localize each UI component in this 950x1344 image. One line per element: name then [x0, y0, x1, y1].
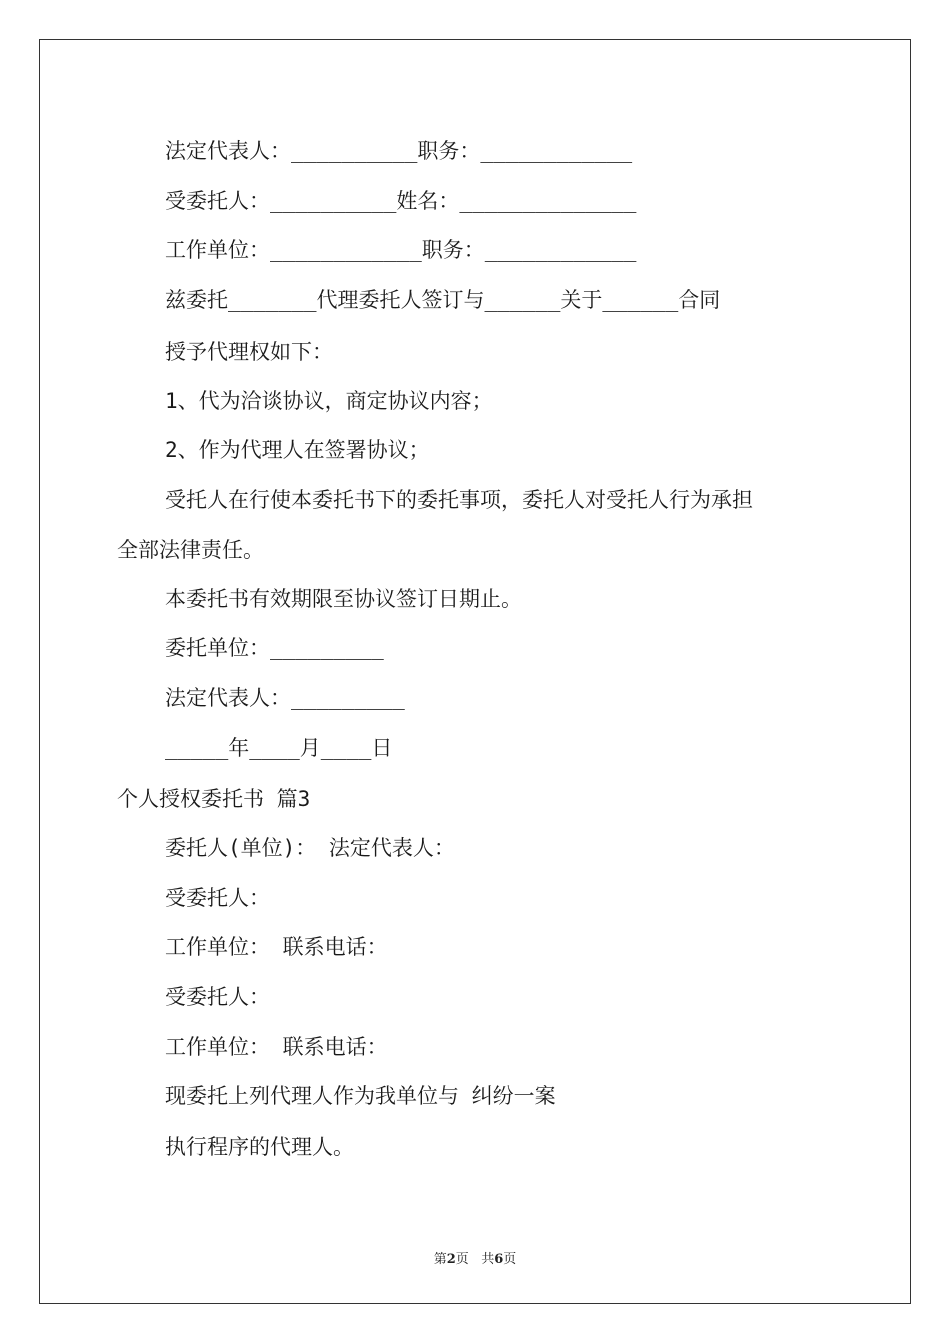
- principal-line: 委托人(单位)： 法定代表人：: [165, 836, 455, 860]
- work-contact-line-2: 工作单位： 联系电话：: [165, 1035, 388, 1059]
- trustee-name-line: 受委托人：__________姓名：______________: [165, 189, 637, 213]
- page-number: 2: [446, 1252, 456, 1267]
- validity-line: 本委托书有效期限至协议签订日期止。: [165, 587, 522, 611]
- page-prefix: 第: [433, 1252, 447, 1267]
- trustee-line-2: 受委托人：: [165, 985, 270, 1009]
- work-contact-line-1: 工作单位： 联系电话：: [165, 935, 388, 959]
- entrusting-unit-line: 委托单位：_________: [165, 636, 384, 660]
- total-prefix: 共: [481, 1252, 495, 1267]
- page-suffix: 页: [455, 1252, 469, 1267]
- section-title: 个人授权委托书 篇3: [117, 787, 311, 811]
- total-suffix: 页: [503, 1252, 517, 1267]
- appoint-line: 现委托上列代理人作为我单位与 纠纷一案: [165, 1084, 556, 1108]
- work-unit-line: 工作单位：____________职务：____________: [165, 238, 637, 262]
- responsibility-line: 受托人在行使本委托书下的委托事项，委托人对受托人行为承担: [165, 488, 753, 512]
- legal-rep-title-line: 法定代表人：__________职务：____________: [165, 139, 633, 163]
- execution-line: 执行程序的代理人。: [165, 1135, 354, 1159]
- page-border: [39, 39, 911, 1304]
- total-pages: 6: [494, 1252, 504, 1267]
- item-2-line: 2、作为代理人在签署协议；: [165, 438, 430, 462]
- entrust-line: 兹委托_______代理委托人签订与______关于______合同: [165, 288, 721, 312]
- trustee-line-1: 受委托人：: [165, 886, 270, 910]
- date-line: _____年____月____日: [165, 736, 393, 760]
- grant-power-line: 授予代理权如下：: [165, 340, 333, 364]
- page-footer: [0, 1248, 950, 1267]
- legal-rep-line: 法定代表人：_________: [165, 686, 405, 710]
- responsibility-cont-line: 全部法律责任。: [117, 538, 264, 562]
- item-1-line: 1、代为洽谈协议，商定协议内容；: [165, 389, 493, 413]
